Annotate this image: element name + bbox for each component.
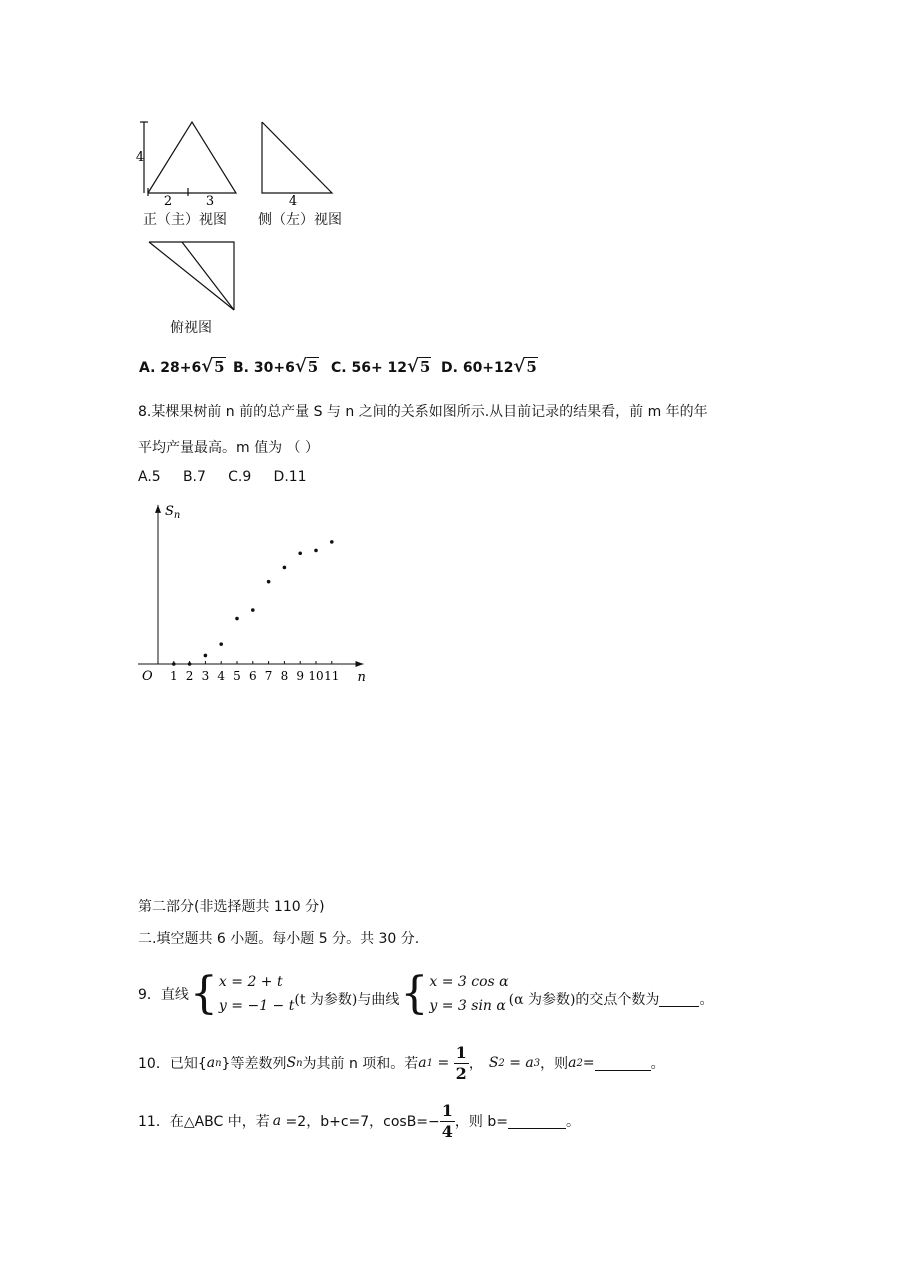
q9-line-eq-1: x = 2 + t	[218, 974, 283, 990]
q11-fraction: $\frac{1}{4}$	[441, 1100, 453, 1141]
chart-points	[172, 540, 334, 666]
q9-param-2: (α 为参数)的交点个数为	[508, 992, 660, 1008]
q11: 11．在△ABC 中，若 a =2，b+c=7，cosB=− $\frac{1}{4}$ ，则 b= 。	[138, 1100, 580, 1141]
q9: 9．直线 { x = 2 + t y = −1 − t (t 为参数)与曲线 { x = 3 cos α y = 3 sin α (α 为参数)的交点个数为 。	[138, 968, 714, 1019]
x-tick-label: 10	[308, 669, 324, 683]
front-view-drawing	[140, 122, 236, 196]
q10-answer-blank[interactable]	[595, 1056, 651, 1071]
data-point	[330, 540, 334, 544]
front-view-caption: 正（主）视图	[143, 212, 227, 228]
chart-axes	[138, 504, 366, 685]
q7-option-b: B. 30+6√5	[233, 356, 319, 377]
q9-curve-eq-1: x = 3 cos α	[429, 974, 509, 990]
data-point	[283, 566, 287, 570]
side-base-label: 4	[288, 194, 298, 209]
data-point	[251, 608, 255, 612]
part2-title: 第二部分(非选择题共 110 分)	[138, 899, 325, 915]
x-axis-label: n	[357, 670, 366, 685]
top-view-caption: 俯视图	[170, 320, 212, 336]
section-title: 二.填空题共 6 小题。每小题 5 分。共 30 分.	[138, 931, 420, 947]
top-view-drawing	[149, 242, 234, 310]
q9-line-eq-2: y = −1 − t	[218, 998, 295, 1014]
y-axis-label: $S_n$	[165, 503, 181, 521]
q8-line-1: 8.某棵果树前 n 前的总产量 S 与 n 之间的关系如图所示.从目前记录的结果看，前 m 年的年	[138, 404, 708, 420]
front-base-left-label: 2	[163, 194, 173, 209]
x-tick-label: 1	[169, 669, 178, 683]
sn-scatter-chart	[130, 492, 380, 692]
data-point	[298, 551, 302, 555]
q7-option-d: D. 60+12√5	[441, 356, 537, 377]
data-point	[235, 617, 239, 621]
q9-param-1: (t 为参数)与曲线	[294, 992, 400, 1008]
x-tick-label: 9	[296, 669, 305, 683]
data-point	[219, 642, 223, 646]
side-view-caption: 侧（左）视图	[258, 212, 342, 228]
q8-line-2: 平均产量最高。m 值为 （ ）	[138, 440, 319, 456]
q7-option-a: A. 28+6√5	[139, 356, 225, 377]
q9-answer-blank[interactable]	[659, 992, 699, 1007]
x-tick-label: 11	[324, 669, 340, 683]
q8-options: A.5 B.7 C.9 D.11	[138, 469, 307, 485]
q7-option-c: C. 56+ 12√5	[331, 356, 431, 377]
x-tick-label: 4	[217, 669, 226, 683]
origin-label: O	[142, 669, 153, 684]
front-base-right-label: 3	[205, 194, 215, 209]
x-axis-arrow	[356, 661, 364, 667]
front-height-label: 4	[135, 150, 145, 165]
x-tick-label: 8	[280, 669, 289, 683]
x-tick-label: 2	[185, 669, 194, 683]
q9-curve-eq-2: y = 3 sin α	[429, 998, 506, 1014]
x-tick-label: 7	[264, 669, 273, 683]
x-tick-label: 3	[201, 669, 210, 683]
q10: 10．已知{ a n }等差数列 S n 为其前 n 项和。若 a 1 = $\frac{1}{2}$ ， S 2 = a 3 ，则 a 2 = 。	[138, 1042, 665, 1083]
q10-fraction: $\frac{1}{2}$	[455, 1042, 467, 1083]
q9-number: 9．直线	[138, 987, 189, 1003]
q11-answer-blank[interactable]	[508, 1114, 566, 1129]
data-point	[314, 549, 318, 553]
data-point	[267, 580, 271, 584]
y-axis-arrow	[155, 505, 161, 513]
x-tick-label: 5	[233, 669, 241, 683]
side-view-drawing	[262, 122, 332, 193]
x-tick-label: 6	[248, 669, 257, 683]
data-point	[204, 654, 208, 658]
